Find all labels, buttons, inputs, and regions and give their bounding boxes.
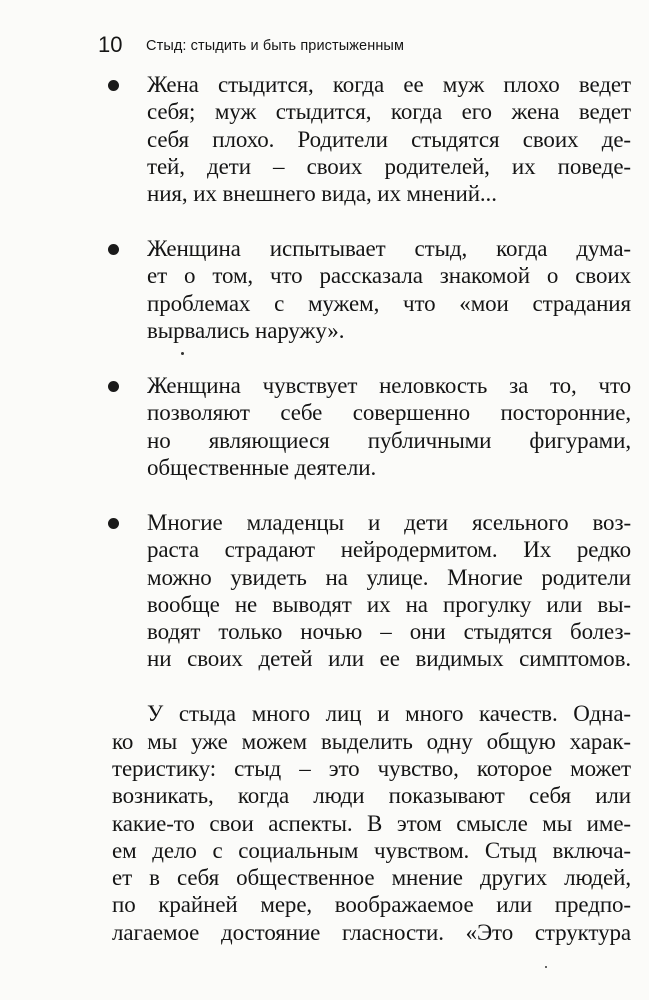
- text-line: общественные деятели.: [147, 454, 377, 480]
- body-paragraph: [96, 700, 631, 946]
- bullet-dot-icon: [108, 244, 119, 255]
- text-line: ко мы уже можем выделить одну общую харак-: [112, 728, 631, 754]
- text-line: но являющиеся публичными фигурами,: [147, 427, 631, 453]
- text-line: тей, дети – своих родителей, их поведе-: [147, 153, 631, 179]
- text-line: ет в себя общественное мнение других людей,: [112, 865, 631, 891]
- bullet-dot-icon: [108, 381, 119, 392]
- text-line: проблемах с мужем, что «мои страдания: [147, 290, 631, 316]
- bullet-item: [96, 235, 631, 344]
- bullet-dot-icon: [108, 80, 119, 91]
- scan-speck: [181, 352, 184, 355]
- scan-speck: [545, 966, 547, 968]
- text-line: теристику: стыд – это чувство, которое может: [112, 755, 631, 781]
- text-line: ем дело с социальным чувством. Стыд включа-: [112, 837, 631, 863]
- text-line: возникать, когда люди показывают себя или: [112, 783, 631, 809]
- text-line: можно увидеть на улице. Многие родители: [147, 564, 631, 590]
- text-line: Женщина испытывает стыд, когда дума-: [147, 236, 631, 262]
- page-number: 10: [98, 32, 123, 57]
- running-title: Стыд: стыдить и быть пристыженным: [146, 38, 405, 54]
- text-line: какие-то свои аспекты. В этом смысле мы име-: [112, 810, 631, 836]
- text-line: Женщина чувствует неловкость за то, что: [147, 373, 631, 399]
- text-line: У стыда много лиц и много качеств. Одна-: [147, 701, 631, 727]
- page-body: [96, 71, 631, 946]
- page-header: [98, 30, 618, 60]
- bullet-dot-icon: [108, 518, 119, 529]
- text-line: вообще не выводят их на прогулку или вы-: [147, 591, 631, 617]
- text-line: лагаемое достояние гласности. «Это структура: [112, 919, 631, 945]
- text-line: ни своих детей или ее видимых симптомов.: [147, 646, 631, 672]
- bullet-item: [96, 71, 631, 207]
- text-line: Жена стыдится, когда ее муж плохо ведет: [147, 72, 631, 97]
- text-line: себя; муж стыдится, когда его жена ведет: [147, 99, 631, 125]
- text-line: себя плохо. Родители стыдятся своих де-: [147, 126, 631, 152]
- text-line: по крайней мере, воображаемое или предпо-: [112, 892, 631, 918]
- text-line: раста страдают нейродермитом. Их редко: [147, 537, 631, 563]
- text-line: Многие младенцы и дети ясельного воз-: [147, 509, 631, 535]
- text-line: ния, их внешнего вида, их мнений...: [147, 181, 497, 207]
- text-line: вырвались наружу».: [147, 318, 345, 344]
- bullet-item: [96, 372, 631, 481]
- bullet-item: [96, 509, 631, 673]
- text-line: ет о том, что рассказала знакомой о своих: [147, 263, 631, 289]
- text-line: позволяют себе совершенно посторонние,: [147, 400, 631, 426]
- text-line: водят только ночью – они стыдятся болез-: [147, 619, 631, 645]
